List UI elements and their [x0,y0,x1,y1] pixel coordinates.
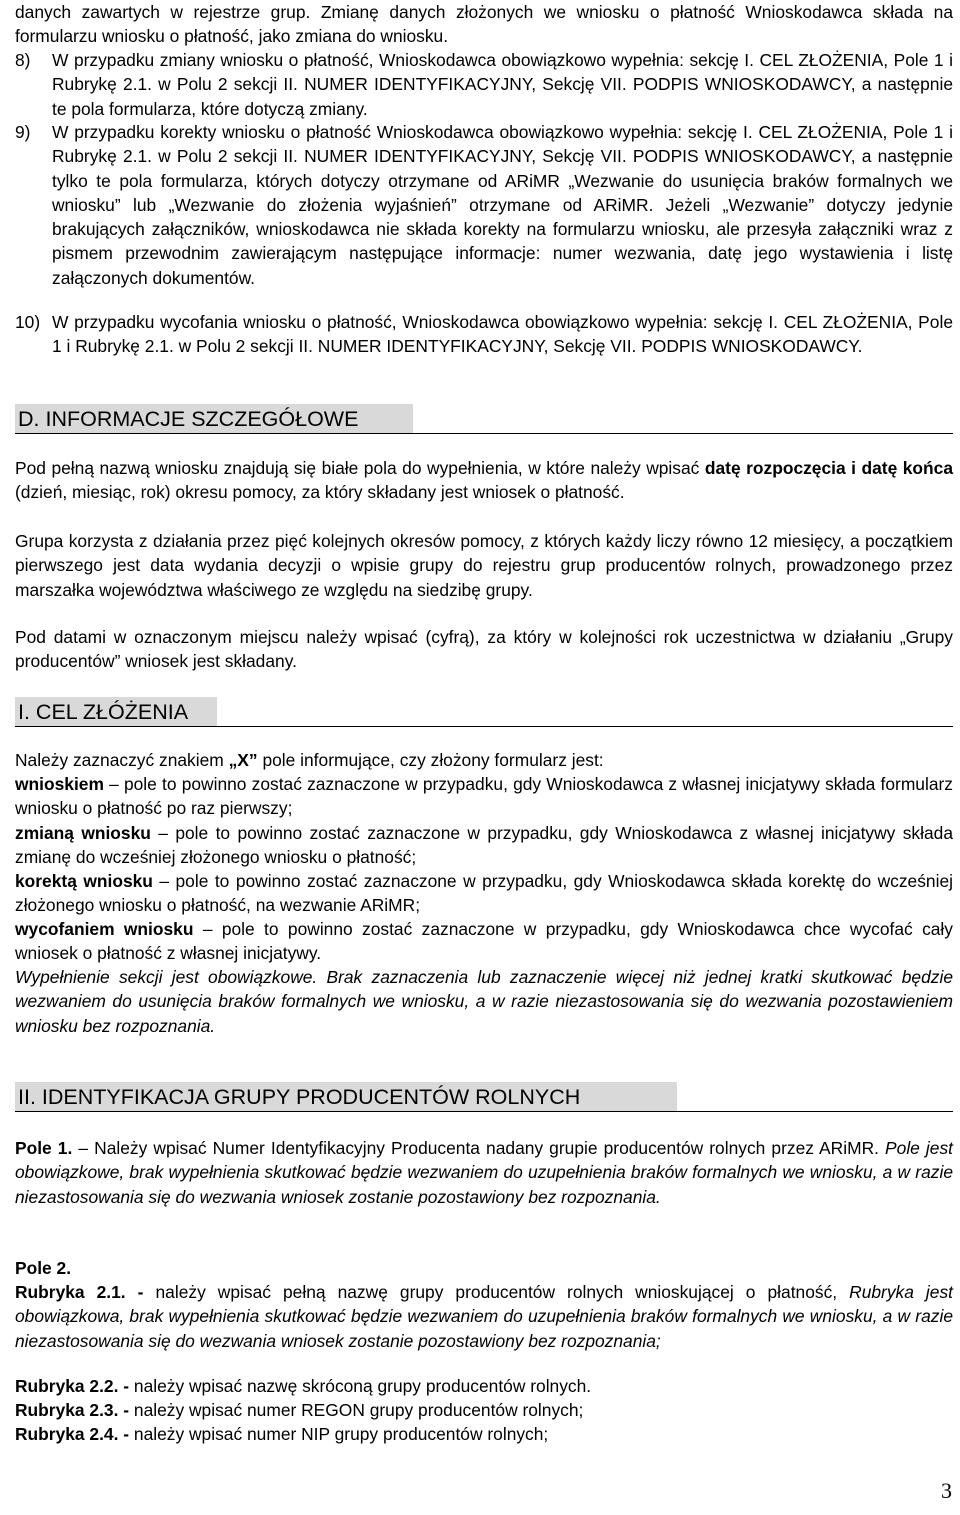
section-i-intro: Należy zaznaczyć znakiem „X” pole informujące, czy złożony formularz jest: [15,750,604,770]
section-d-paragraph-2: Grupa korzysta z działania przez pięć kolejnych okresów pomocy, z których każdy liczy równo 12 miesięcy, a początkiem pierwszego jest data wydania decyzji o wpisie grupy do rejestru grup producentów rolnych, prowadzonego przez marszałka województwa właściwego ze względu na siedzibę grupy. [15,531,953,600]
section-i-option-korekta: korektą wniosku – pole to powinno zostać zaznaczone w przypadku, gdy Wnioskodawca składa korektę do wcześniej złożonego wniosku o płatność, na wezwanie ARiMR; [15,871,953,916]
section-ii-rubryka-2-2: Rubryka 2.2. - należy wpisać nazwę skróconą grupy producentów rolnych. [15,1376,592,1396]
section-ii-rubryka-2-4: Rubryka 2.4. - należy wpisać numer NIP grupy producentów rolnych; [15,1424,549,1444]
section-ii-title: II. IDENTYFIKACJA GRUPY PRODUCENTÓW ROLNYCH [18,1085,581,1109]
section-i-option-wniosek: wnioskiem – pole to powinno zostać zaznaczone w przypadku, gdy Wnioskodawca z własnej inicjatywy składa formularz wniosku o płatność po raz pierwszy; [15,774,953,819]
page-number: 3 [941,1478,952,1503]
section-ii-pole-2-label: Pole 2. [15,1258,72,1278]
section-i-note: Wypełnienie sekcji jest obowiązkowe. Brak zaznaczenia lub zaznaczenie więcej niż jednej kratki skutkować będzie wezwaniem do usunięcia braków formalnych we wniosku, a w razie niezastosowania się do wezwania pozostawieniem wniosku bez rozpoznania. [15,967,953,1036]
section-heading-ii [15,1082,953,1112]
list-item-number: 10) [15,312,41,332]
section-i-title: I. CEL ZŁÓŻENIA [18,700,189,724]
lead-paragraph: danych zawartych w rejestrze grup. Zmianę danych złożonych we wniosku o płatność Wnioskodawca składa na formularzu wniosku o płatność, jako zmiana do wniosku. [15,2,953,47]
section-d-paragraph-1: Pod pełną nazwą wniosku znajdują się białe pola do wypełnienia, w które należy wpisać datę rozpoczęcia i datę końca (dzień, miesiąc, rok) okresu pomocy, za który składany jest wniosek o płatność. [15,458,953,503]
section-ii-rubryka-2-1: Rubryka 2.1. - należy wpisać pełną nazwę grupy producentów rolnych wnioskującej o płatność, Rubryka jest obowiązkowa, brak wypełnienia skutkować będzie wezwaniem do uzupełnienia braków formalnych we wniosku, a w razie niezastosowania się do wezwania wniosek zostanie pozostawiony bez rozpoznania; [15,1282,953,1351]
list-item-text: W przypadku zmiany wniosku o płatność, Wnioskodawca obowiązkowo wypełnia: sekcję I. CEL ZŁOŻENIA, Pole 1 i Rubrykę 2.1. w Polu 2 sekcji II. NUMER IDENTYFIKACYJNY, Sekcję VII. PODPIS WNIOSKODAWCY, a następnie te pola formularza, które dotyczą zmiany. [52,50,953,119]
section-ii-rubryka-2-3: Rubryka 2.3. - należy wpisać numer REGON grupy producentów rolnych; [15,1400,584,1420]
list-item-number: 9) [15,122,31,142]
section-heading-i [15,697,953,727]
section-heading-d [15,404,953,434]
section-ii-pole-1: Pole 1. – Należy wpisać Numer Identyfikacyjny Producenta nadany grupie producentów rolnych przez ARiMR. Pole jest obowiązkowe, brak wypełnienia skutkować będzie wezwaniem do uzupełnienia braków formalnych we wniosku, a w razie niezastosowania się do wezwania wniosek zostanie pozostawiony bez rozpoznania. [15,1138,953,1207]
section-d-title: D. INFORMACJE SZCZEGÓŁOWE [18,407,359,431]
list-item [15,310,953,359]
section-i-option-wycofanie: wycofaniem wniosku – pole to powinno zostać zaznaczone w przypadku, gdy Wnioskodawca chce wycofać cały wniosek o płatność z własnej inicjatywy. [15,919,953,964]
section-i-option-zmiana: zmianą wniosku – pole to powinno zostać zaznaczone w przypadku, gdy Wnioskodawca z własnej inicjatywy składa zmianę do wcześniej złożonego wniosku o płatność; [15,823,954,868]
list-item [15,120,953,290]
list-item [15,48,953,121]
list-item-text: W przypadku wycofania wniosku o płatność, Wnioskodawca obowiązkowo wypełnia: sekcję I. CEL ZŁOŻENIA, Pole 1 i Rubrykę 2.1. w Polu 2 sekcji II. NUMER IDENTYFIKACYJNY, Sekcję VII. PODPIS WNIOSKODAWCY. [52,312,953,357]
list-item-text: W przypadku korekty wniosku o płatność Wnioskodawca obowiązkowo wypełnia: sekcję I. CEL ZŁOŻENIA, Pole 1 i Rubrykę 2.1. w Polu 2 sekcji II. NUMER IDENTYFIKACYJNY, Sekcję VII. PODPIS WNIOSKODAWCY, a następnie tylko te pola formularza, których dotyczy otrzymane od ARiMR „Wezwanie do usunięcia braków formalnych we wniosku” lub „Wezwanie do złożenia wyjaśnień” otrzymane od ARiMR. Jeżeli „Wezwanie” dotyczy jedynie brakujących załączników, wnioskodawca nie składa korekty na formularzu wniosku, ale przesyła załączniki wraz z pismem przewodnim zawierającym następujące informacje: numer wezwania, datę jego wystawienia i listę załączonych dokumentów. [52,122,953,288]
list-item-number: 8) [15,50,31,70]
section-d-paragraph-3: Pod datami w oznaczonym miejscu należy wpisać (cyfrą), za który w kolejności rok uczestnictwa w działaniu „Grupy producentów” wniosek jest składany. [15,627,953,672]
